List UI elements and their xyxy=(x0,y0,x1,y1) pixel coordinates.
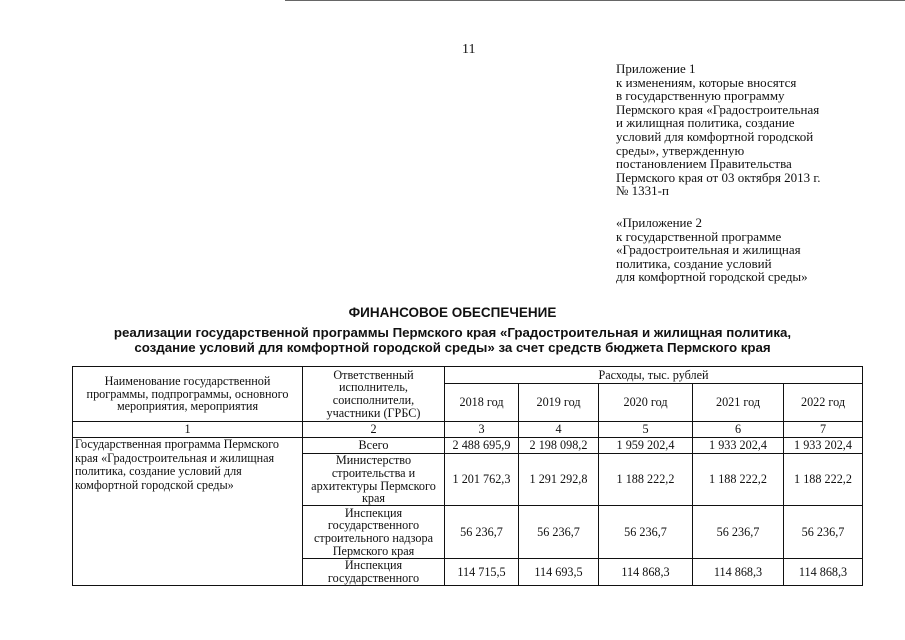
year-header: 2019 год xyxy=(519,384,599,422)
col-name-header: Наименование государственной программы, подпрограммы, основного мероприятия, мероприятия xyxy=(73,367,303,422)
column-number: 3 xyxy=(445,422,519,438)
value-cell: 1 188 222,2 xyxy=(784,454,863,506)
col-exec-header: Ответственный исполнитель, соисполнители, участники (ГРБС) xyxy=(303,367,445,422)
value-cell: 114 868,3 xyxy=(784,559,863,586)
value-cell: 1 188 222,2 xyxy=(599,454,693,506)
annex-1-note: Приложение 1 к изменениям, которые вносятся в государственную программу Пермского края «Градостроительная и жилищная политика, создание условий для комфортной городской среды», утвержденную постановлением Правительства Пермского края от 03 октября 2013 г. № 1331-п xyxy=(616,61,821,199)
header-row-1 xyxy=(73,367,863,384)
top-rule xyxy=(285,0,905,1)
value-cell: 114 868,3 xyxy=(599,559,693,586)
executor-cell: Министерство строительства и архитектуры Пермского края xyxy=(303,454,445,506)
subheading-line-1: реализации государственной программы Пермского края «Градостроительная и жилищная политика, xyxy=(113,325,792,340)
value-cell: 1 933 202,4 xyxy=(784,438,863,454)
column-number: 6 xyxy=(693,422,784,438)
year-header: 2022 год xyxy=(784,384,863,422)
document-subheading xyxy=(0,325,905,355)
table-row xyxy=(73,438,863,454)
program-name-cell: Государственная программа Пермского края «Градостроительная и жилищная политика, создание условий для комфортной городской среды» xyxy=(73,438,303,586)
value-cell: 1 201 762,3 xyxy=(445,454,519,506)
value-cell: 56 236,7 xyxy=(599,506,693,559)
value-cell: 56 236,7 xyxy=(784,506,863,559)
executor-cell: Инспекция государственного строительного надзора Пермского края xyxy=(303,506,445,559)
annex-2-note: «Приложение 2 к государственной программе «Градостроительная и жилищная политика, создание условий для комфортной городской среды» xyxy=(616,215,808,285)
value-cell: 1 188 222,2 xyxy=(693,454,784,506)
column-number: 1 xyxy=(73,422,303,438)
value-cell: 114 715,5 xyxy=(445,559,519,586)
value-cell: 56 236,7 xyxy=(519,506,599,559)
year-header: 2018 год xyxy=(445,384,519,422)
value-cell: 1 291 292,8 xyxy=(519,454,599,506)
column-number: 7 xyxy=(784,422,863,438)
value-cell: 56 236,7 xyxy=(445,506,519,559)
column-number-row xyxy=(73,422,863,438)
year-header: 2020 год xyxy=(599,384,693,422)
financial-table xyxy=(72,366,863,586)
subheading-line-2: создание условий для комфортной городской среды» за счет средств бюджета Пермского края xyxy=(134,340,771,355)
value-cell: 56 236,7 xyxy=(693,506,784,559)
column-number: 2 xyxy=(303,422,445,438)
document-heading: ФИНАНСОВОЕ ОБЕСПЕЧЕНИЕ xyxy=(348,305,557,320)
column-number: 4 xyxy=(519,422,599,438)
value-cell: 2 488 695,9 xyxy=(445,438,519,454)
value-cell: 1 959 202,4 xyxy=(599,438,693,454)
page-number: 11 xyxy=(462,42,476,57)
value-cell: 1 933 202,4 xyxy=(693,438,784,454)
value-cell: 114 868,3 xyxy=(693,559,784,586)
executor-cell: Инспекция государственного xyxy=(303,559,445,586)
value-cell: 114 693,5 xyxy=(519,559,599,586)
expenses-header: Расходы, тыс. рублей xyxy=(445,367,863,384)
column-number: 5 xyxy=(599,422,693,438)
executor-cell: Всего xyxy=(303,438,445,454)
year-header: 2021 год xyxy=(693,384,784,422)
value-cell: 2 198 098,2 xyxy=(519,438,599,454)
